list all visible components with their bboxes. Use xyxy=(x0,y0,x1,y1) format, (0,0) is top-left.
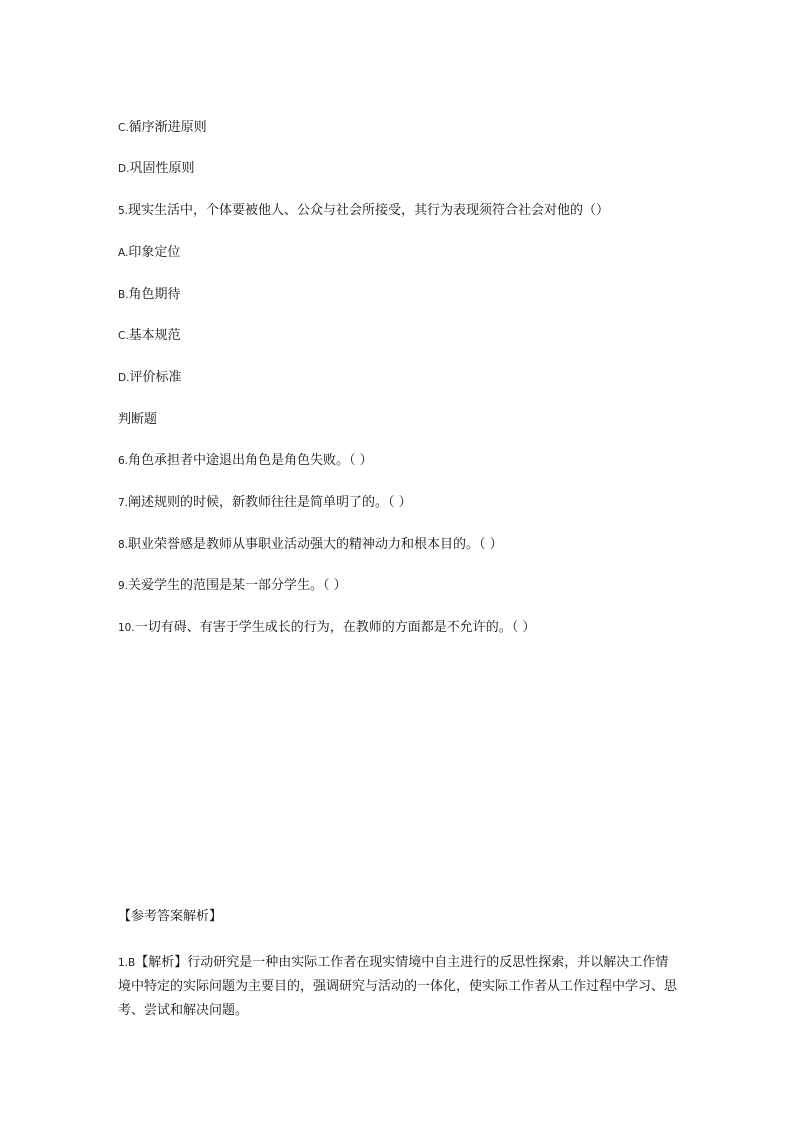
option-text: 角色期待 xyxy=(128,287,181,302)
answer-text: 【解析】行动研究是一种由实际工作者在现实情境中自主进行的反思性探索，并以解决工作情境中特定的实际问题为主要目的，强调研究与活动的一体化，使实际工作者从工作过程中学习、思考、尝试和解决问题。 xyxy=(118,955,678,1018)
q4-option-c xyxy=(118,120,207,136)
option-prefix: D. xyxy=(118,372,130,384)
question-6 xyxy=(118,453,373,469)
section-heading-judge: 判断题 xyxy=(118,412,158,427)
question-text: 职业荣誉感是教师从事职业活动强大的精神动力和根本目的。（ ） xyxy=(128,537,503,552)
answer-number: 1.B xyxy=(118,957,136,969)
question-number: 10. xyxy=(118,622,135,634)
question-text: 关爱学生的范围是某一部分学生。（ ） xyxy=(128,578,347,593)
option-prefix: D. xyxy=(118,163,130,175)
option-text: 巩固性原则 xyxy=(129,161,195,176)
question-10 xyxy=(118,620,535,636)
option-prefix: C. xyxy=(118,330,129,342)
question-number: 7. xyxy=(118,497,129,509)
q5-option-d xyxy=(118,370,181,386)
option-prefix: A. xyxy=(118,247,129,259)
question-5 xyxy=(118,203,609,219)
question-text: 现实生活中，个体要被他人、公众与社会所接受，其行为表现须符合社会对他的（） xyxy=(128,203,610,218)
q5-option-c xyxy=(118,328,181,344)
option-prefix: B. xyxy=(118,289,129,301)
option-text: 评价标准 xyxy=(129,370,182,385)
question-text: 角色承担者中途退出角色是角色失败。（ ） xyxy=(128,453,373,468)
q5-option-b xyxy=(118,287,181,303)
question-9 xyxy=(118,578,347,594)
q5-option-a xyxy=(118,245,180,261)
question-number: 5. xyxy=(118,205,129,217)
option-text: 基本规范 xyxy=(128,328,181,343)
option-prefix: C. xyxy=(118,122,129,134)
option-text: 循序渐进原则 xyxy=(128,120,207,135)
q4-option-d xyxy=(118,161,194,177)
question-7 xyxy=(118,495,412,511)
option-text: 印象定位 xyxy=(128,245,181,260)
question-text: 一切有碍、有害于学生成长的行为，在教师的方面都是不允许的。（ ） xyxy=(134,620,536,635)
question-number: 6. xyxy=(118,455,129,467)
question-text: 阐述规则的时候，新教师往往是简单明了的。（ ） xyxy=(128,495,412,510)
answer-1 xyxy=(118,951,678,1023)
question-8 xyxy=(118,537,503,553)
question-number: 8. xyxy=(118,539,129,551)
answer-section-heading: 【参考答案解析】 xyxy=(118,909,223,924)
question-number: 9. xyxy=(118,580,129,592)
